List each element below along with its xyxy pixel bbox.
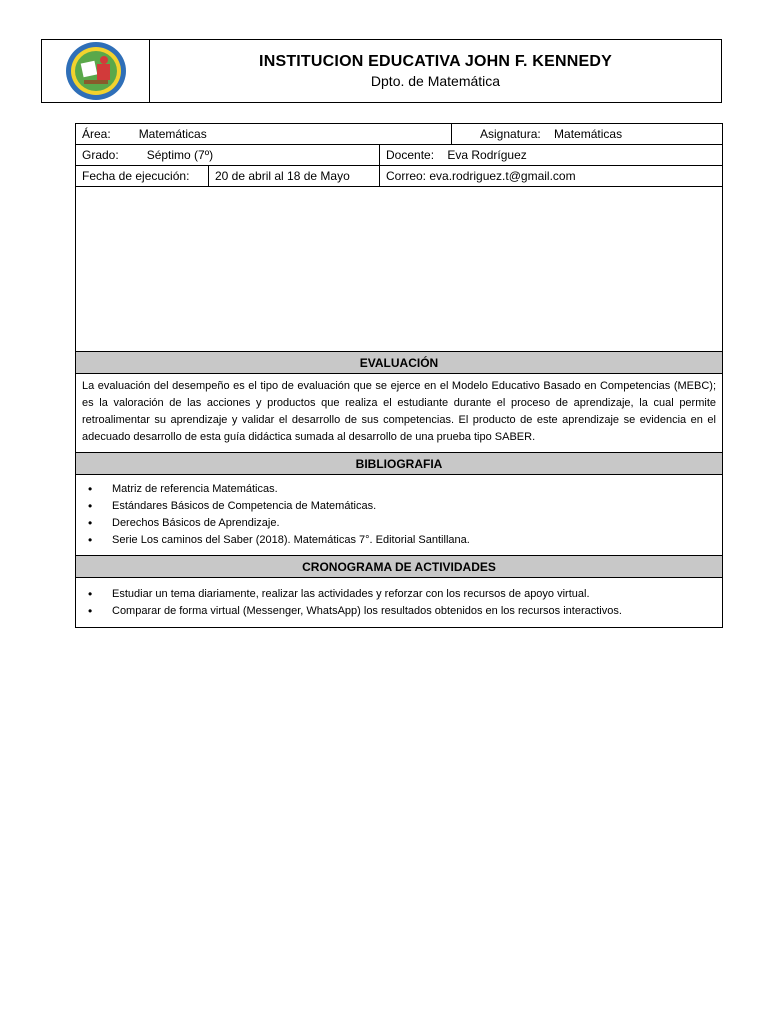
list-item: • Comparar de forma virtual (Messenger, WhatsApp) los resultados obtenidos en los recursos interactivos. xyxy=(106,603,716,620)
evaluacion-text: La evaluación del desempeño es el tipo de evaluación que se ejerce en el Modelo Educativo Basado en Competencias (MEBC); es la valoración de las acciones y productos que realiza el estudiante durante el proceso de aprendizaje, la cual permite retroalimentar su aprendizaje y validar el desarrollo de sus competencias. El producto de este aprendizaje se evidencia en el adecuado desarrollo de esta guía didáctica sumada al desarrollo de una prueba tipo SABER. xyxy=(76,374,723,453)
fecha-label: Fecha de ejecución: xyxy=(76,166,209,187)
blank-row xyxy=(76,187,723,352)
list-item: • Serie Los caminos del Saber (2018). Matemáticas 7°. Editorial Santillana. xyxy=(106,532,716,549)
grado-row xyxy=(76,145,723,166)
cronograma-list xyxy=(84,586,716,620)
cronograma-header-row xyxy=(76,556,723,578)
cronograma-row xyxy=(76,578,723,628)
bibliografia-cell xyxy=(76,475,723,556)
fecha-row xyxy=(76,166,723,187)
correo-cell: Correo: eva.rodriguez.t@gmail.com xyxy=(380,166,723,187)
evaluacion-header-row xyxy=(76,352,723,374)
header-title-cell xyxy=(150,40,721,102)
area-cell xyxy=(76,124,452,145)
evaluacion-heading: EVALUACIÓN xyxy=(76,352,723,374)
asignatura-label: Asignatura: xyxy=(480,127,541,141)
docente-label: Docente: xyxy=(386,148,435,162)
list-item: • Estándares Básicos de Competencia de Matemáticas. xyxy=(106,498,716,515)
bibliografia-header-row xyxy=(76,453,723,475)
docente-value: Eva Rodríguez xyxy=(447,148,527,162)
area-row xyxy=(76,124,723,145)
list-item: • Estudiar un tema diariamente, realizar las actividades y reforzar con los recursos de apoyo virtual. xyxy=(106,586,716,603)
grado-label: Grado: xyxy=(82,148,119,162)
bibliografia-list xyxy=(84,481,716,549)
school-crest-icon xyxy=(64,40,128,102)
fecha-value: 20 de abril al 18 de Mayo xyxy=(209,166,380,187)
list-item: • Matriz de referencia Matemáticas. xyxy=(106,481,716,498)
list-item: • Derechos Básicos de Aprendizaje. xyxy=(106,515,716,532)
bibliografia-row xyxy=(76,475,723,556)
grado-cell xyxy=(76,145,380,166)
bibliografia-heading: BIBLIOGRAFIA xyxy=(76,453,723,475)
evaluacion-row xyxy=(76,374,723,453)
asignatura-cell xyxy=(452,124,723,145)
institution-title: INSTITUCION EDUCATIVA JOHN F. KENNEDY xyxy=(259,53,612,70)
department-subtitle: Dpto. de Matemática xyxy=(370,73,501,89)
docente-cell xyxy=(380,145,723,166)
grado-value: Séptimo (7º) xyxy=(146,148,214,162)
blank-area xyxy=(76,187,723,352)
cronograma-cell xyxy=(76,578,723,628)
logo-cell xyxy=(42,40,150,102)
cronograma-heading: CRONOGRAMA DE ACTIVIDADES xyxy=(76,556,723,578)
asignatura-value: Matemáticas xyxy=(554,127,623,141)
area-value: Matemáticas xyxy=(138,127,207,141)
area-label: Área: xyxy=(82,127,111,141)
document-header xyxy=(41,39,722,103)
guide-table xyxy=(75,123,723,628)
